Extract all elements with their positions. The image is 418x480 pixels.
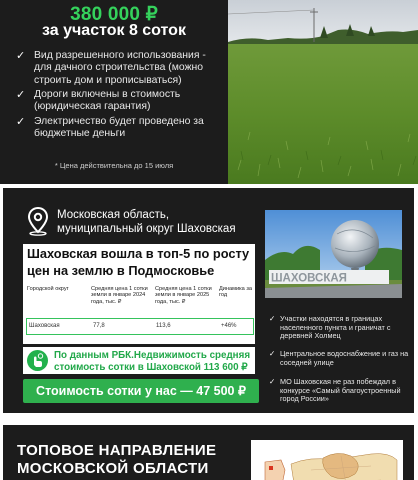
check-icon: ✓ xyxy=(16,50,26,62)
price-growth-card xyxy=(23,244,255,344)
growth-headline: Шаховская вошла в топ-5 по росту цен на землю в Подмосковье xyxy=(27,246,250,278)
table-cell: +46% xyxy=(221,323,237,329)
offer-text-column xyxy=(0,0,228,184)
offer-price: 380 000 ₽ xyxy=(70,4,158,25)
chat-hand-icon xyxy=(27,350,48,371)
table-header: Городской округ xyxy=(27,286,69,292)
price-note: * Цена действительна до 15 июля xyxy=(54,161,174,170)
table-cell: 77,8 xyxy=(93,323,105,329)
location-title: Московская область, муниципальный округ Шаховская xyxy=(57,209,236,235)
table-cell: Шаховская xyxy=(29,323,60,329)
field-photo xyxy=(228,0,418,184)
location-pin-icon xyxy=(25,206,51,236)
check-icon: ✓ xyxy=(16,89,26,101)
feature-item: ✓ Дороги включены в стоимость (юридическая гарантия) xyxy=(16,89,181,113)
direction-panel xyxy=(3,425,414,480)
rbc-text: По данным РБК.Недвижимость средняя стоимость сотки в Шаховской 113 600 ₽ xyxy=(54,350,251,373)
table-header: Средняя цена 1 сотки земли в январе 2024 года, тыс. ₽ xyxy=(91,286,148,305)
check-icon: ✓ xyxy=(16,116,26,128)
table-header: Средняя цена 1 сотки земли в январе 2025 года, тыс. ₽ xyxy=(155,286,212,305)
rbc-info xyxy=(23,347,255,374)
sign-text: ШАХОВСКАЯ xyxy=(271,272,347,285)
offer-panel xyxy=(0,0,418,184)
region-map xyxy=(251,440,403,480)
table-cell: 113,6 xyxy=(156,323,171,329)
table-header: Динамика за год xyxy=(219,286,252,299)
benefit-item: ✓ МО Шаховская не раз побеждал в конкурсе «Самый благоустроенный город России» xyxy=(269,377,401,404)
location-panel xyxy=(3,188,414,413)
price-per-sotka-button[interactable]: Стоимость сотки у нас — 47 500 ₽ xyxy=(23,379,259,403)
check-icon: ✓ xyxy=(269,377,276,386)
benefit-item: ✓ Участки находятся в границах населенного пункта и граничат с деревней Холмец xyxy=(269,314,391,341)
check-icon: ✓ xyxy=(269,314,276,323)
benefit-item: ✓ Центральное водоснабжение и газ на соседней улице xyxy=(269,349,409,367)
offer-subtitle: за участок 8 соток xyxy=(42,22,186,39)
direction-title: ТОПОВОЕ НАПРАВЛЕНИЕ МОСКОВСКОЙ ОБЛАСТИ xyxy=(17,442,217,477)
check-icon: ✓ xyxy=(269,349,276,358)
table-row xyxy=(26,318,254,335)
shakhovskaya-sign-photo xyxy=(265,210,402,298)
feature-item: ✓ Вид разрешенного использования - для дачного строительства (можно строить дом и прописываться) xyxy=(16,50,206,86)
feature-item: ✓ Электричество будет проведено за бюджетные деньги xyxy=(16,116,204,140)
